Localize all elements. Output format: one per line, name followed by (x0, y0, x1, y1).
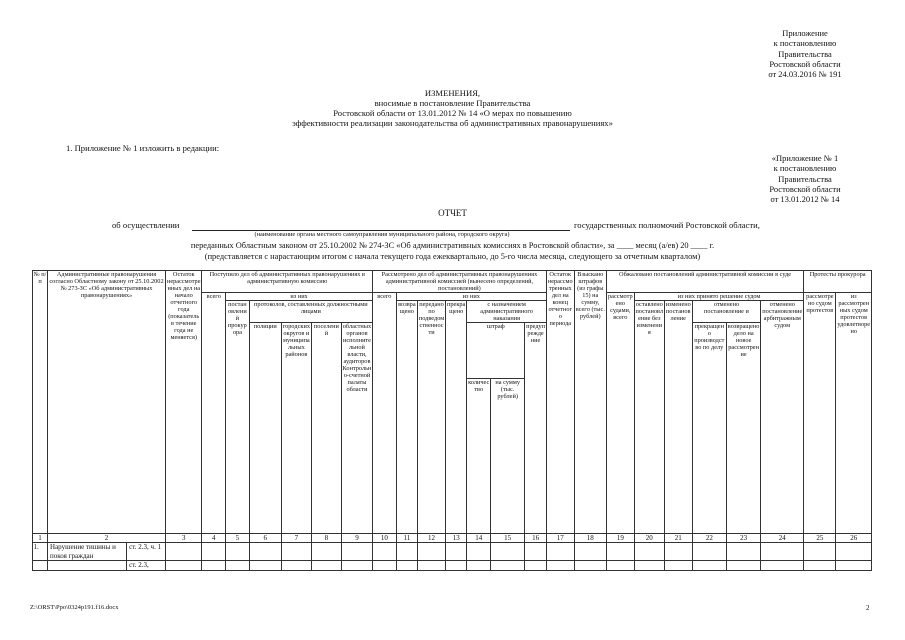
cell (525, 561, 547, 571)
title-line: Ростовской области от 13.01.2012 № 14 «О мерах по повышению (333, 108, 572, 118)
col-number: 9 (341, 534, 372, 543)
cell (226, 543, 250, 561)
report-title: ОТЧЕТ (438, 208, 467, 218)
header-settlements: поселений (311, 323, 341, 534)
col-number: 22 (692, 534, 726, 543)
header-received-total: всего (202, 293, 226, 534)
appendix-block (740, 28, 870, 79)
cell (396, 543, 417, 561)
row-num (33, 561, 48, 571)
col-number: 14 (467, 534, 491, 543)
cell (836, 543, 872, 561)
col-number: 8 (311, 534, 341, 543)
cell (664, 561, 692, 571)
header-police: полиции (249, 323, 281, 534)
header-considered-total: всего (373, 293, 397, 534)
report-about-prefix: об осуществлении (112, 220, 180, 230)
cell (606, 543, 634, 561)
cell (373, 561, 397, 571)
cell (445, 543, 466, 561)
table-row (33, 561, 872, 571)
footer-path: Z:\ORST\Ppo\0324p191.f16.docx (30, 604, 119, 611)
col-number: 11 (396, 534, 417, 543)
col-number: 19 (606, 534, 634, 543)
cell (373, 543, 397, 561)
header-count: количество (467, 379, 491, 534)
header-end-remainder: Остаток нерассмотренных дел на конец отчетного периода (546, 271, 574, 534)
header-transferred: передано по подведомственности (418, 301, 446, 534)
col-number: 3 (166, 534, 202, 543)
row-offense (48, 543, 166, 561)
header-court-considered: рассмотрено судами, всего (606, 293, 634, 534)
cell (166, 543, 202, 561)
col-number: 2 (48, 534, 166, 543)
col-number: 16 (525, 534, 547, 543)
report-about-hint: (наименование органа местного самоуправления муниципального района, городского округа) (254, 231, 510, 238)
header-imposed: с назначением административного наказания (467, 301, 546, 323)
header-collected: Взыскано штрафов (из графы 15) на сумму, всего (тыс. рублей) (574, 271, 606, 534)
table-row (33, 543, 872, 561)
cell (836, 561, 872, 571)
appendix-line: к постановлению (773, 38, 837, 49)
title-line: эффективности реализации законодательства об административных правонарушениях» (292, 118, 613, 128)
cell (249, 561, 281, 571)
cell (761, 561, 804, 571)
appendix-line: от 13.01.2012 № 14 (770, 194, 840, 205)
column-numbers-row (33, 534, 872, 543)
col-number: 1 (33, 534, 48, 543)
cell (418, 543, 446, 561)
header-prosecutor: постановлений прокурора (226, 301, 250, 534)
col-number: 13 (445, 534, 466, 543)
header-stopped: прекращено производство по делу (692, 323, 726, 534)
header-returned-new: возвращено дело на новое рассмотрение (726, 323, 760, 534)
row-offense-name: Нарушение тишины и покоя граждан (48, 543, 127, 560)
title-heading: ИЗМЕНЕНИЯ, (424, 88, 481, 98)
col-number: 23 (726, 534, 760, 543)
report-table (32, 270, 872, 571)
header-protests-court: рассмотрено судом протестов (804, 293, 836, 534)
cell (249, 543, 281, 561)
appendix-line: к постановлению (773, 163, 837, 174)
appendix-line: Правительства (778, 173, 832, 184)
col-number: 5 (226, 534, 250, 543)
header-num: № п/п (33, 271, 48, 534)
header-arbitration: отменено постановление арбитражным судом (761, 301, 804, 534)
cell (664, 543, 692, 561)
report-about-suffix: государственных полномочий Ростовской области, (574, 220, 760, 230)
col-number: 4 (202, 534, 226, 543)
header-protests-satisfied: из рассмотренных судом протестов удовлетворено (836, 293, 872, 534)
cell (491, 561, 525, 571)
cell (525, 543, 547, 561)
cell (574, 543, 606, 561)
header-received: Поступило дел об административных правонарушениях в административную комиссию (202, 271, 373, 293)
changes-title (0, 88, 905, 128)
header-warning: предупреждение (525, 323, 547, 534)
cell (226, 561, 250, 571)
cell (467, 561, 491, 571)
header-terminated: прекращено (445, 301, 466, 534)
col-number: 7 (281, 534, 311, 543)
header-cancelled: отменено постановление и (692, 301, 761, 323)
cell (311, 561, 341, 571)
appendix-line: Ростовской области (769, 58, 841, 69)
appendix-line: Приложение (782, 28, 828, 38)
header-returned: возвращено (396, 301, 417, 534)
header-remainder: Остаток нерассмотренных дел на начало отчетного года (показатель в течение года не меняется) (166, 271, 202, 534)
col-number: 12 (418, 534, 446, 543)
cell (491, 543, 525, 561)
cell (418, 561, 446, 571)
header-exec: областных органов исполнительной власти, аудиторов Контрольно-счетной палаты области (341, 323, 372, 534)
header-offense: Административные правонарушения согласно Областному закону от 25.10.2002 № 273-ЗС «Об административных правонарушениях» (48, 271, 166, 534)
header-left: оставлено постановление без изменения (634, 301, 664, 534)
col-number: 15 (491, 534, 525, 543)
cell (726, 561, 760, 571)
cell (804, 561, 836, 571)
report-note: (представляется с нарастающим итогом с начала текущего года ежеквартально, до 5-го числа месяца, следующего за отчетным кварталом) (204, 252, 701, 261)
appendix-line: от 24.03.2016 № 191 (768, 69, 842, 80)
cell (761, 543, 804, 561)
report-passed: переданных Областным законом от 25.10.2002 № 274-ЗС «Об административных комиссиях в Ростовской области», за ____ месяц (а/ев) 20 ____ г. (190, 241, 715, 250)
col-number: 24 (761, 534, 804, 543)
cell (341, 561, 372, 571)
col-number: 17 (546, 534, 574, 543)
point-1: 1. Приложение № 1 изложить в редакции: (66, 143, 220, 153)
cell (692, 561, 726, 571)
header-appealed: Обжаловано постановлений административной комиссии в суде (606, 271, 803, 293)
row-num: 1. (33, 543, 48, 561)
cell (202, 561, 226, 571)
col-number: 21 (664, 534, 692, 543)
cell (281, 561, 311, 571)
header-received-of-them: из них (226, 293, 373, 301)
header-fine: штраф (467, 323, 525, 379)
header-protests: Протесты прокурора (804, 271, 872, 293)
header-considered-of-them: из них (396, 293, 546, 301)
header-changed: изменено постановление (664, 301, 692, 534)
cell (546, 543, 574, 561)
page-number: 2 (866, 604, 870, 612)
title-line: вносимые в постановление Правительства (374, 98, 531, 108)
appendix-line: «Приложение № 1 (771, 153, 839, 163)
row-offense-name (48, 561, 127, 570)
col-number: 20 (634, 534, 664, 543)
col-number: 10 (373, 534, 397, 543)
cell (202, 543, 226, 561)
cell (726, 543, 760, 561)
cell (574, 561, 606, 571)
appendix-2-block (740, 153, 870, 204)
row-offense-article: ст. 2.3, (129, 561, 149, 569)
header-court-of-them: из них принято решение судом (634, 293, 804, 301)
header-considered: Рассмотрено дел об административных правонарушениях административной комиссией (вынесено определений, постановлений) (373, 271, 547, 293)
header-sum: на сумму (тыс. рублей) (491, 379, 525, 534)
cell (634, 543, 664, 561)
appendix-line: Правительства (778, 48, 832, 59)
cell (546, 561, 574, 571)
cell (341, 543, 372, 561)
cell (166, 561, 202, 571)
col-number: 6 (249, 534, 281, 543)
col-number: 26 (836, 534, 872, 543)
cell (311, 543, 341, 561)
cell (634, 561, 664, 571)
cell (445, 561, 466, 571)
cell (606, 561, 634, 571)
cell (396, 561, 417, 571)
cell (467, 543, 491, 561)
col-number: 18 (574, 534, 606, 543)
header-urban: городских округов и муниципальных районов (281, 323, 311, 534)
cell (692, 543, 726, 561)
col-number: 25 (804, 534, 836, 543)
header-protocols: протоколов, составленных должностными лицами (249, 301, 372, 323)
row-offense (48, 561, 166, 571)
row-offense-article: ст. 2.3, ч. 1 (129, 543, 162, 551)
cell (804, 543, 836, 561)
appendix-line: Ростовской области (769, 183, 841, 194)
cell (281, 543, 311, 561)
